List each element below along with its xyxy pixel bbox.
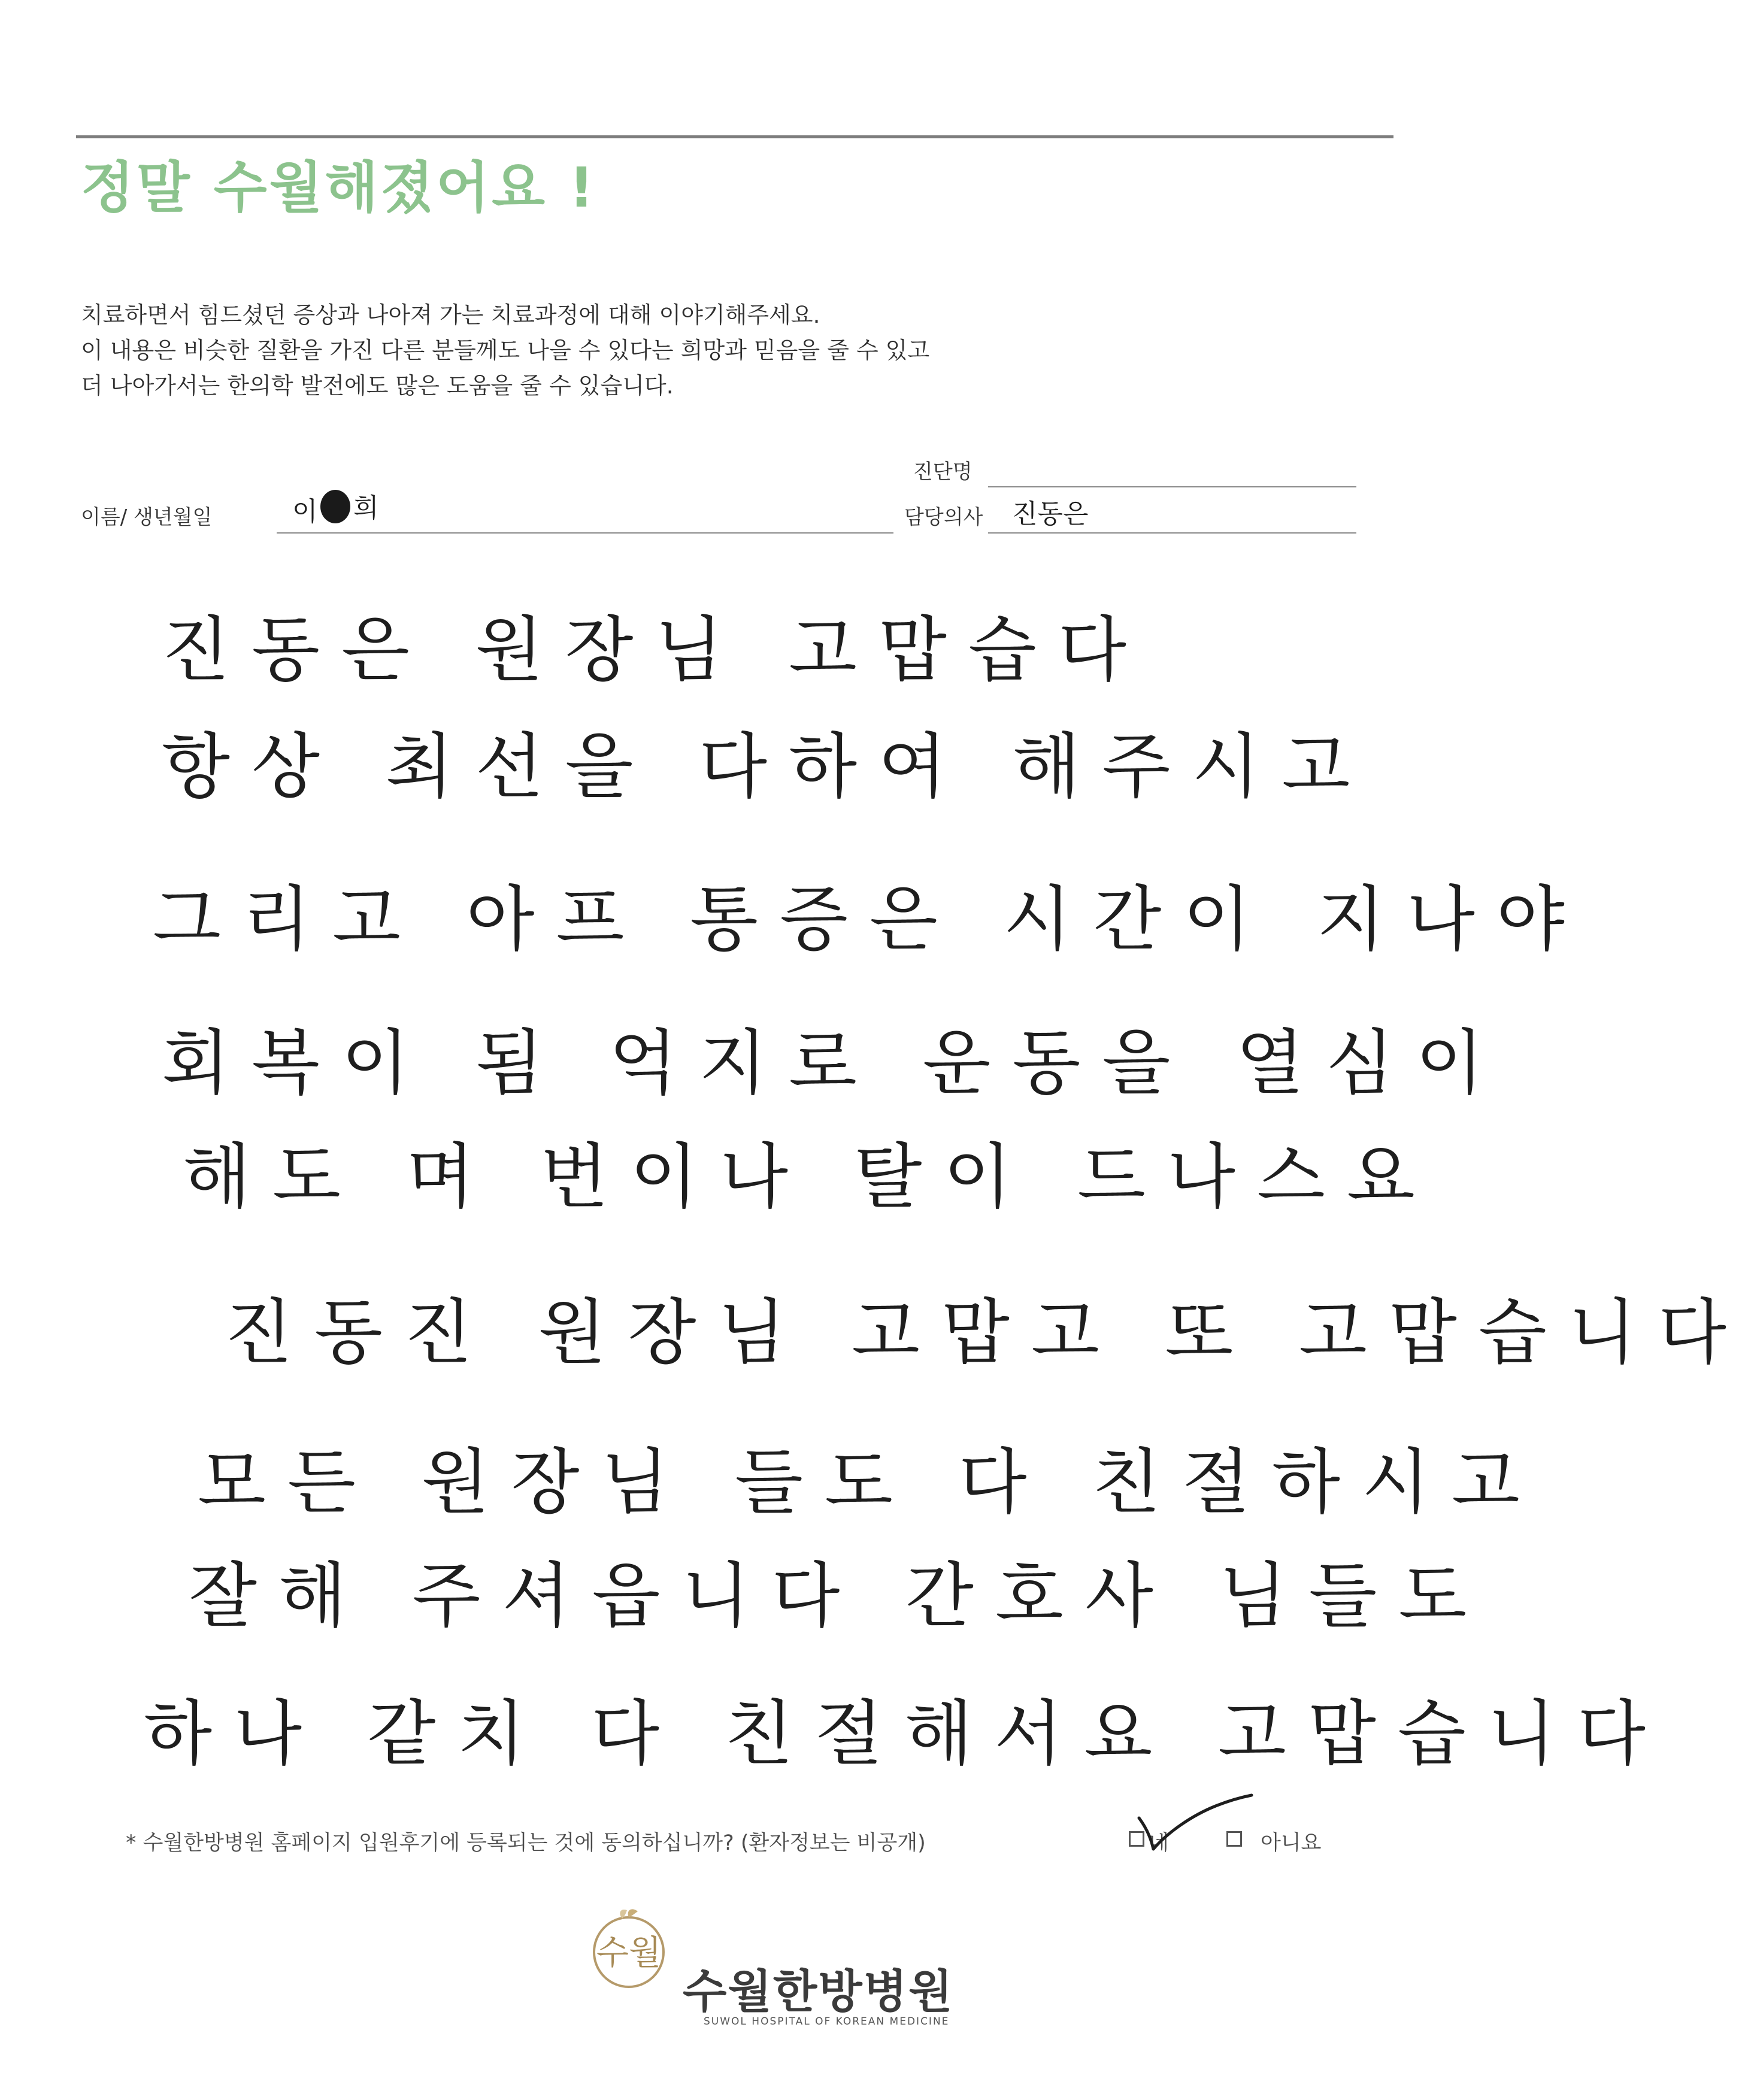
logo-glyph: 수월 xyxy=(596,1934,662,1972)
letter-line: 진동은 원장님 고맙습다 xyxy=(162,608,1148,691)
letter-line: 회복이 됨 억지로 운동을 열심이 xyxy=(162,1022,1505,1104)
letter-line: 하나 같치 다 친절해서요 고맙습니다 xyxy=(144,1692,1667,1775)
hospital-name: 수월한방병원 xyxy=(683,1965,954,2018)
doctor-value: 진동은 xyxy=(1012,499,1089,529)
letter-line: 모든 원장님 들도 다 친절하시고 xyxy=(198,1441,1541,1523)
intro-line: 치료하면서 힘드셨던 증상과 나아져 가는 치료과정에 대해 이야기해주세요. xyxy=(81,302,820,328)
letter-line: 해도 며 번이나 탈이 드나스요 xyxy=(183,1135,1437,1218)
name-birth-field[interactable] xyxy=(277,532,893,534)
doctor-field[interactable] xyxy=(988,532,1356,534)
consent-yes-label: 네 xyxy=(1149,1831,1169,1855)
hospital-logo-icon xyxy=(584,1904,674,1994)
intro-text xyxy=(81,298,929,404)
letter-line: 잘해 주셔읍니다 간호사 님들도 xyxy=(189,1554,1489,1637)
intro-line: 이 내용은 비슷한 질환을 가진 다른 분들께도 나을 수 있다는 희망과 믿음을 줄 수 있고 xyxy=(81,337,930,363)
intro-line: 더 나아가서는 한의학 발전에도 많은 도움을 줄 수 있습니다. xyxy=(81,372,674,399)
checkmark-icon xyxy=(1126,1790,1264,1856)
name-value-suffix: 희 xyxy=(353,493,379,523)
diagnosis-field[interactable] xyxy=(988,486,1356,487)
name-value-prefix: 이 xyxy=(292,496,318,527)
hospital-name-en: SUWOL HOSPITAL OF KOREAN MEDICINE xyxy=(704,2016,950,2028)
doctor-label: 담당의사 xyxy=(904,505,983,529)
diagnosis-label: 진단명 xyxy=(913,460,973,484)
consent-no-checkbox[interactable] xyxy=(1226,1831,1242,1847)
page-title: 정말 수월해졌어요 ! xyxy=(81,156,596,220)
consent-no-label: 아니요 xyxy=(1261,1831,1322,1855)
letter-line: 그리고 아프 통증은 시간이 지나야 xyxy=(153,878,1586,960)
name-birth-label: 이름/ 생년월일 xyxy=(81,505,213,529)
top-divider xyxy=(76,135,1393,138)
consent-question: * 수월한방병원 홈페이지 입원후기에 등록되는 것에 동의하십니까? (환자정보는 비공개) xyxy=(126,1831,926,1855)
letter-line: 항상 최선을 다하여 해주시고 xyxy=(162,725,1372,808)
redaction-mark xyxy=(320,490,350,523)
letter-line: 진동진 원장님 고맙고 또 고맙습니다 xyxy=(225,1291,1748,1374)
